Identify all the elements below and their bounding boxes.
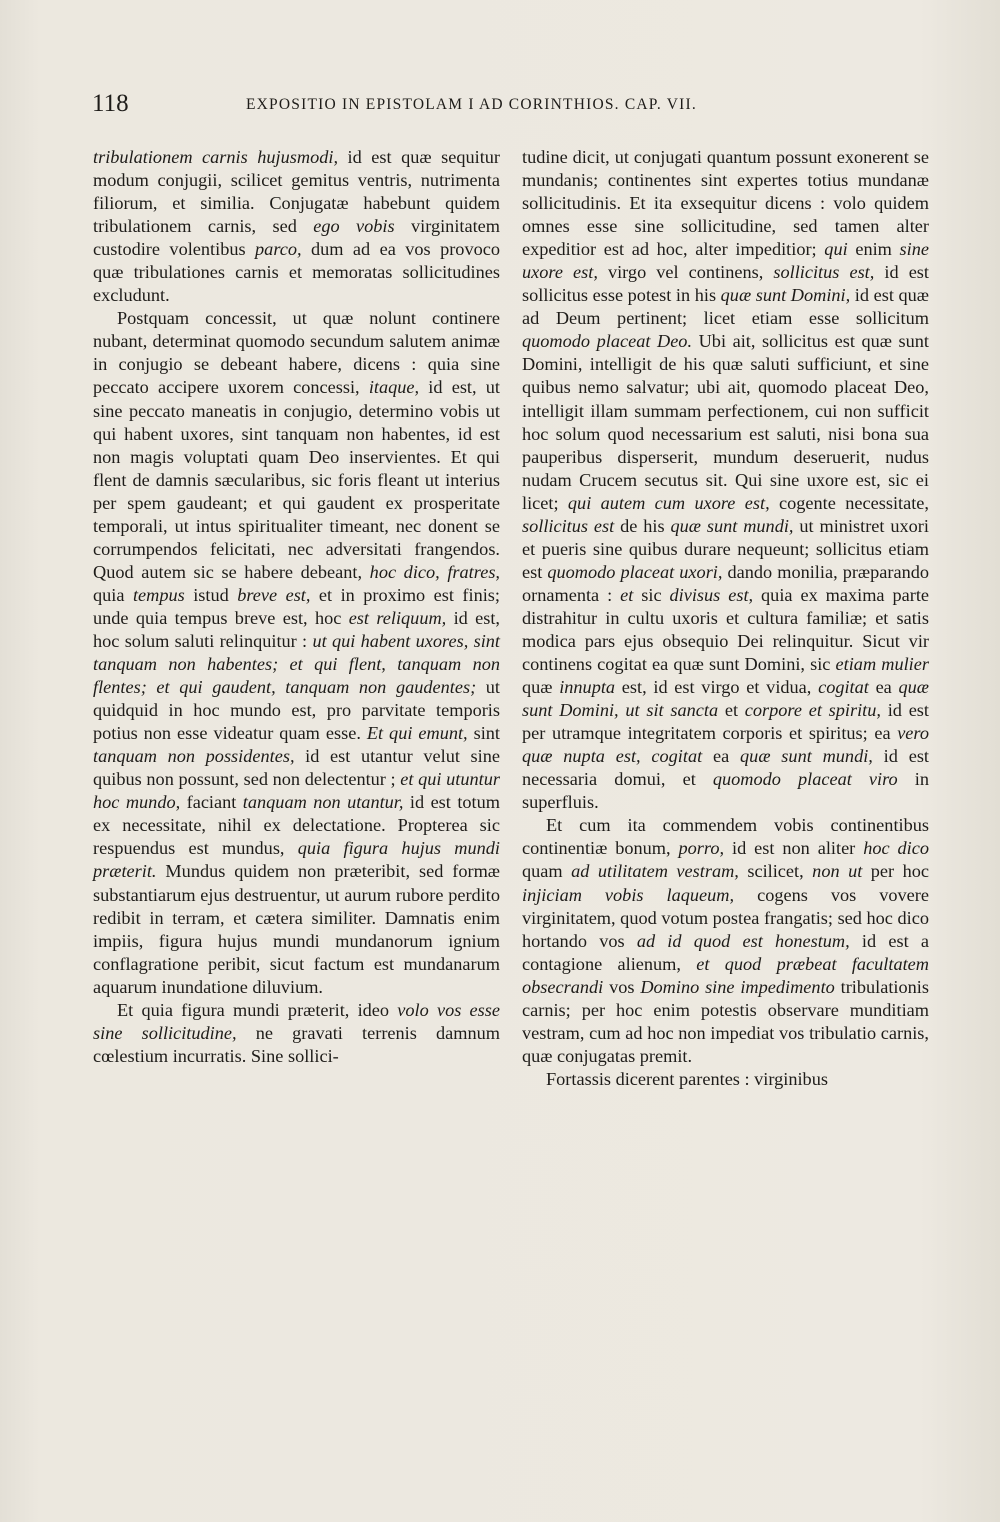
text-run: Postquam concessit, ut quæ nolunt continere nubant, determinat quomodo secundum salutem animæ in conjugio se debeant habere, dicens : quia sine peccato accipere uxorem concessi,: [93, 308, 500, 398]
text-run: istud: [184, 584, 238, 605]
italic-text-run: etiam mulier: [835, 654, 929, 675]
text-run: ut quidquid in hoc mundo est, pro parvitate temporis potius non esse videatur quam esse.: [93, 677, 500, 744]
paragraph: [522, 814, 929, 1068]
text-run: id est a contagione alienum,: [522, 930, 929, 974]
text-run: enim: [847, 239, 900, 260]
text-run: Ubi ait, sollicitus est quæ sunt Domini, intelligit de his quæ saluti sufficiunt, et sine quibus nemo salvatur; ubi ait, quomodo placeat Deo, intelligit illam summam perfectionem, cui non sufficit hoc solum quod necessarium est saluti, nisi bona sua pauperibus disperserit, mundum deseruerit, nudus nudam Crucem secutus sit. Qui sine uxore est, sic ei licet;: [522, 331, 929, 513]
italic-text-run: parco,: [255, 239, 302, 260]
paragraph: [522, 1068, 929, 1091]
italic-text-run: hoc dico: [863, 838, 929, 859]
text-run: cogens vos vovere virginitatem, quod votum postea frangatis; sed hoc dico hortando vos: [522, 884, 930, 951]
text-run: cogente necessitate,: [769, 492, 929, 513]
italic-text-run: et quod præbeat facultatem obsecrandi: [522, 953, 929, 997]
text-run: virginitatem custodire volentibus: [93, 216, 501, 260]
italic-text-run: volo vos esse sine sollicitudine,: [93, 999, 500, 1043]
italic-text-run: quæ sunt Domini, ut sit sancta: [522, 677, 929, 721]
italic-text-run: corpore et spiritu,: [744, 700, 881, 721]
text-run: id est non aliter: [724, 838, 864, 859]
italic-text-run: quæ sunt mundi,: [740, 746, 873, 767]
italic-text-run: tribulationem carnis hujusmodi,: [93, 147, 339, 167]
text-run: Fortassis dicerent parentes : virginibus: [546, 1068, 828, 1089]
text-run: scilicet,: [738, 861, 813, 882]
text-run: ea: [868, 677, 899, 698]
text-run: Et quia figura mundi præterit, ideo: [117, 999, 398, 1020]
italic-text-run: breve est,: [237, 584, 311, 605]
text-run: et in proximo est finis; unde quia tempus breve est, hoc: [93, 584, 500, 628]
italic-text-run: itaque,: [368, 377, 420, 398]
left-column: [93, 146, 500, 1068]
text-run: virgo vel continens,: [597, 262, 774, 283]
italic-text-run: et: [620, 584, 634, 605]
paragraph: [93, 999, 500, 1068]
text-run: id est, hoc solum saluti relinquitur :: [93, 607, 500, 651]
italic-text-run: tanquam non possidentes,: [93, 746, 295, 767]
italic-text-run: Domino sine impedimento: [640, 976, 835, 997]
text-run: sic: [633, 584, 670, 605]
italic-text-run: Et qui emunt,: [366, 723, 468, 744]
italic-text-run: sine uxore est,: [522, 239, 929, 283]
italic-text-run: ut qui habent uxores, sint tanquam non habentes; et qui flent, tanquam non flentes; et qui gaudent, tanquam non gaudentes;: [93, 630, 501, 698]
italic-text-run: ad utilitatem vestram,: [571, 861, 739, 882]
italic-text-run: non ut: [812, 861, 863, 882]
text-run: id est sollicitus esse potest in his: [522, 262, 929, 306]
italic-text-run: qui: [824, 239, 848, 260]
italic-text-run: tanquam non utantur,: [242, 792, 404, 813]
italic-text-run: quomodo placeat Deo.: [522, 331, 693, 352]
page-number: 118: [92, 90, 129, 117]
italic-text-run: divisus est,: [669, 584, 754, 605]
text-run: est, id est virgo et vidua,: [615, 677, 819, 698]
running-title: EXPOSITIO IN EPISTOLAM I AD CORINTHIOS. CAP. VII.: [246, 96, 697, 113]
text-run: quia: [93, 584, 133, 605]
italic-text-run: quomodo placeat viro: [712, 769, 898, 790]
text-run: sint: [467, 723, 500, 744]
text-run: faciant: [180, 792, 243, 813]
text-run: tribulationis carnis; per hoc enim potestis observare munditiam vestram, cum ad hoc non impediat vos tribulatio carnis, quæ conjugatas premit.: [522, 976, 929, 1066]
text-run: et: [718, 700, 745, 721]
italic-text-run: porro,: [678, 838, 725, 859]
text-run: id est quæ sequitur modum conjugii, scilicet gemitus ventris, nutrimenta filiorum, et similia. Conjugatæ habebunt quidem tribulationem carnis, sed: [93, 147, 501, 237]
italic-text-run: qui autem cum uxore est,: [567, 492, 770, 513]
text-run: Et cum ita commendem vobis continentibus continentiæ bonum,: [522, 815, 929, 859]
paragraph: [522, 146, 929, 814]
text-run: Mundus quidem non præteribit, sed formæ substantiarum ejus destruentur, ut aurum rubore perdito redibit in terram, et cætera similiter. Damnatis enim impiis, figura hujus mundi mundanorum ignium conflagratione peribit, sicut factum est mundanarum aquarum inundatione diluvium.: [93, 861, 500, 997]
italic-text-run: sollicitus est,: [773, 262, 875, 283]
text-run: ne gravati terrenis damnum cœlestium incurratis. Sine sollici-: [93, 1022, 500, 1066]
right-column: [522, 146, 929, 1091]
text-run: per hoc: [862, 861, 929, 882]
text-run: ut ministret uxori et pueris sine quibus durare nequeunt; sollicitus etiam est: [522, 515, 929, 582]
text-run: id est necessaria domui, et: [522, 746, 930, 790]
text-run: vos: [603, 976, 641, 997]
paragraph: [93, 307, 500, 998]
italic-text-run: innupta: [559, 677, 616, 698]
italic-text-run: vero quæ nupta est, cogitat: [522, 723, 929, 767]
italic-text-run: quia figura hujus mundi præterit.: [93, 838, 500, 882]
text-run: id est quæ ad Deum pertinent; licet etiam esse sollicitum: [522, 285, 929, 329]
text-run: id est, ut sine peccato maneatis in conjugio, determino vobis ut qui habent uxores, sint tanquam non habentes, id est non magis voluptati quam Deo inservientes. Et qui flent de damnis sæcularibus, sic foris fleant ut interius per spem gaudeant; et qui gaudent ex prosperitate temporali, ut intus spiritualiter timeant, nec donent se corrumpendos felicitati, nec adversitati frangendos. Quod autem sic se habere debeant,: [93, 377, 500, 582]
text-run: quia ex maxima parte distrahitur in cultu uxoris et cultura familiæ; et satis modica pars ejus obsequio Dei relinquitur. Sicut vir continens cogitat ea quæ sunt Domini, sic: [522, 584, 930, 675]
text-run: quam: [522, 861, 572, 882]
text-run: dum ad ea vos provoco quæ tribulationes carnis et memoratas sollicitudines excludunt.: [93, 239, 500, 306]
italic-text-run: tempus: [132, 584, 185, 605]
italic-text-run: est reliquum,: [348, 607, 447, 628]
text-run: id est totum ex necessitate, nihil ex delectatione. Propterea sic respuendus est mundus,: [93, 792, 500, 859]
italic-text-run: quæ sunt mundi,: [670, 515, 794, 536]
text-run: tudine dicit, ut conjugati quantum possunt exonerent se mundanis; continentes sint expertes totius mundanæ sollicitudinis. Et ita exsequitur dicens : volo quidem omnes esse sine sollicitudine, sed tamen alter expeditior est ad hoc, alter impeditior;: [522, 147, 929, 260]
italic-text-run: quomodo placeat uxori,: [547, 561, 723, 582]
italic-text-run: cogitat: [818, 677, 869, 698]
text-run: in superfluis.: [522, 769, 929, 813]
text-run: dando monilia, præparando ornamenta :: [522, 561, 929, 605]
text-run: id est per utramque integritatem corporis et spiritus; ea: [522, 700, 929, 744]
italic-text-run: ego vobis: [313, 216, 395, 237]
text-run: ea: [702, 746, 741, 767]
paragraph: [93, 146, 500, 307]
italic-text-run: sollicitus est: [522, 515, 615, 536]
text-run: de his: [614, 515, 671, 536]
page-header: [92, 90, 930, 120]
italic-text-run: hoc dico, fratres,: [369, 561, 500, 582]
italic-text-run: ad id quod est honestum,: [636, 930, 850, 951]
text-run: id est utantur velut sine quibus non possunt, sed non delectentur ;: [93, 746, 500, 790]
text-run: quæ: [522, 677, 560, 698]
italic-text-run: quæ sunt Domini,: [720, 285, 851, 306]
italic-text-run: et qui utuntur hoc mundo,: [93, 769, 500, 813]
italic-text-run: injiciam vobis laqueum,: [522, 884, 735, 905]
